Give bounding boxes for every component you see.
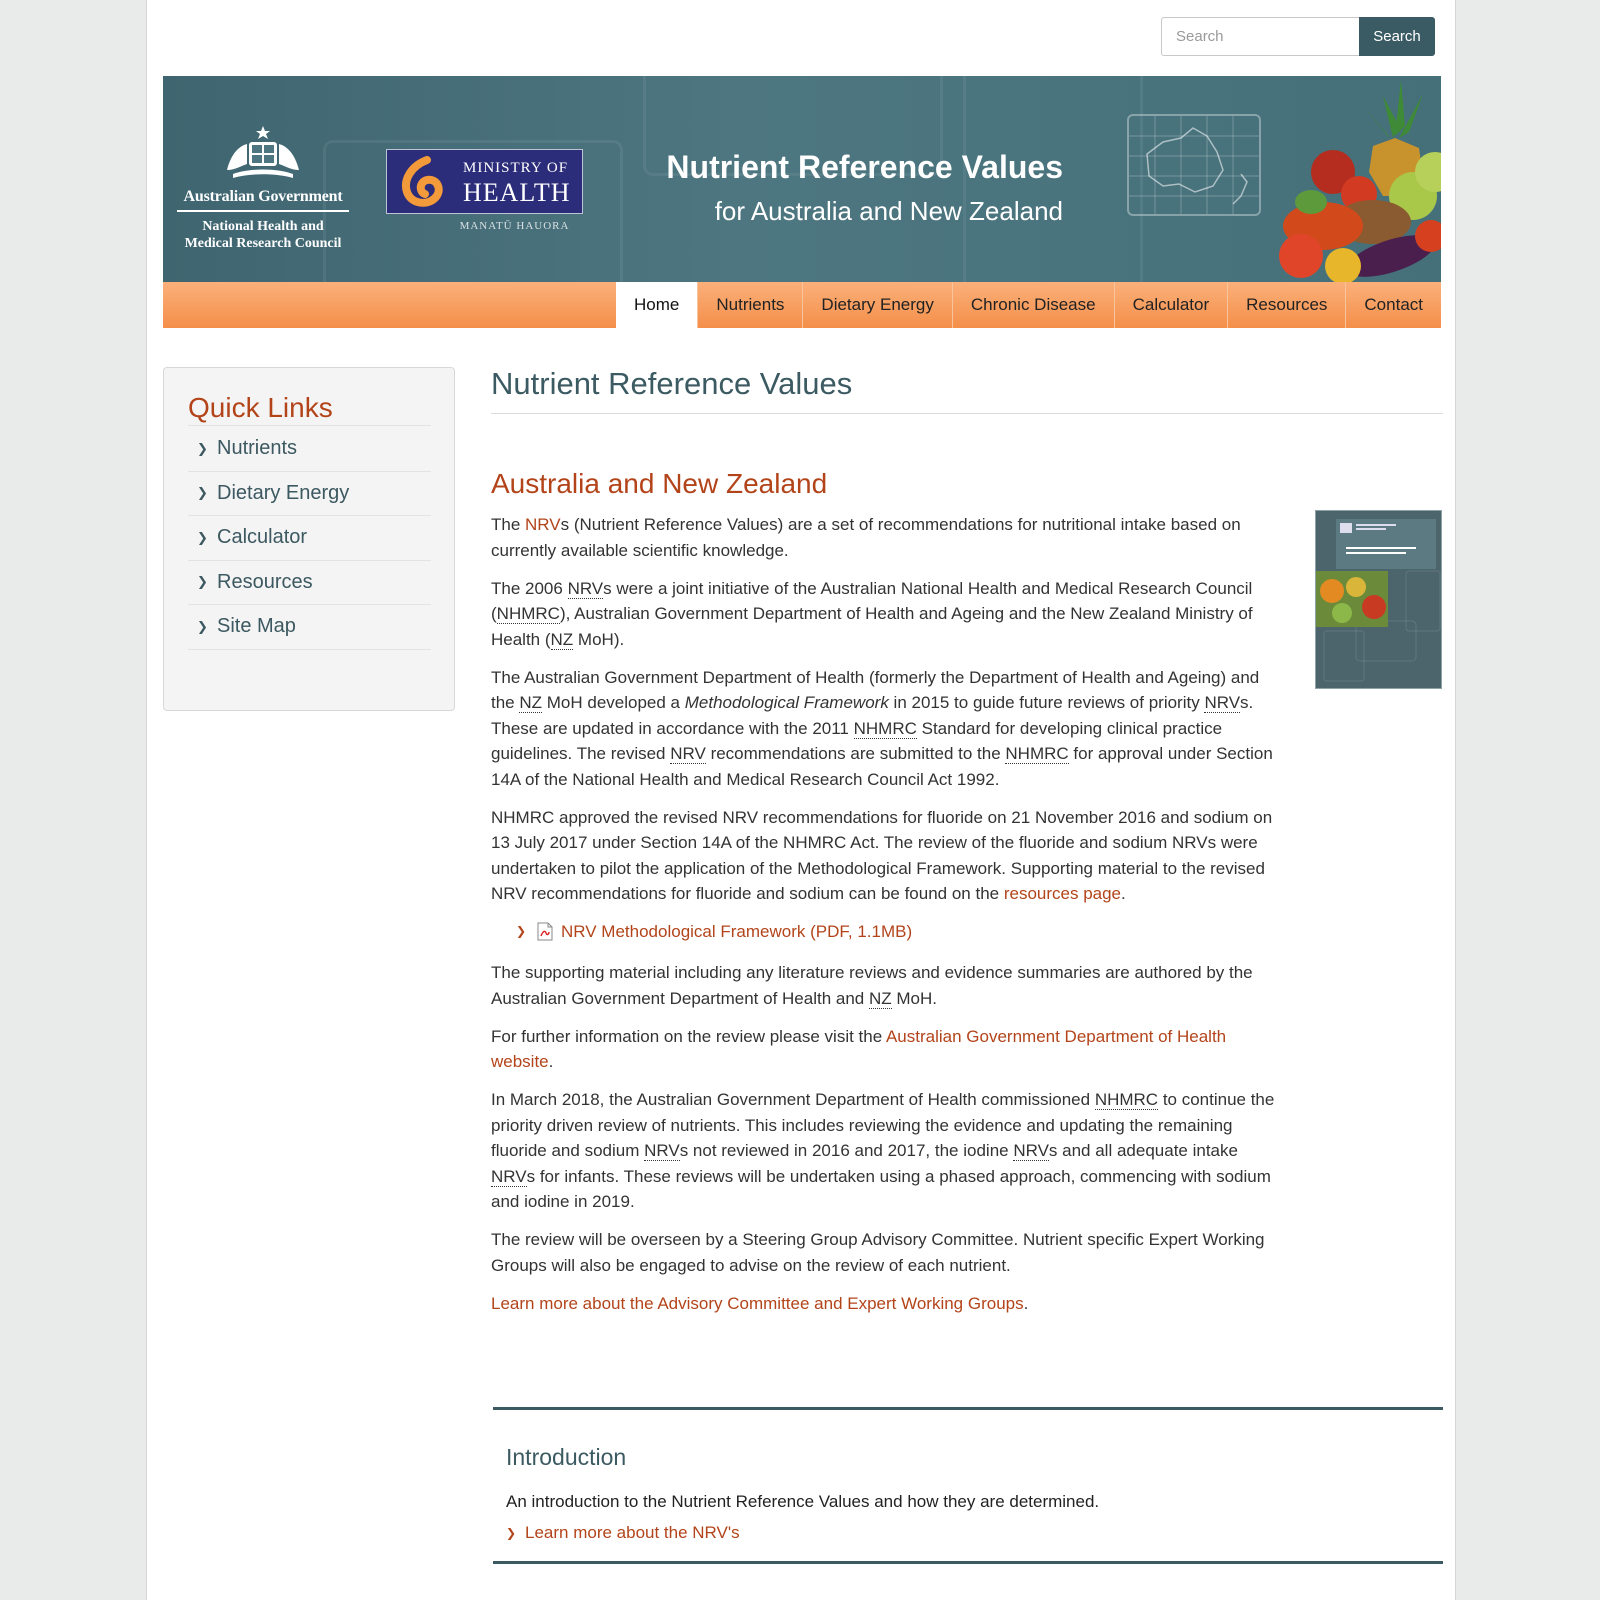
- main-content: [491, 360, 1443, 1329]
- paragraph: The review will be overseen by a Steering Group Advisory Committee. Nutrient specific Expert Working Groups will also be engaged to advise on the review of each nutrient.: [491, 1230, 1265, 1275]
- banner-subtitle: for Australia and New Zealand: [714, 196, 1063, 226]
- banner-title: Nutrient Reference Values: [666, 149, 1063, 185]
- quick-link-nutrients[interactable]: [188, 427, 431, 472]
- text: s. These are updated in accordance with the 2011: [491, 693, 1254, 738]
- text: s for infants. These reviews will be undertaken using a phased approach, commencing with sodium and iodine in 2019.: [491, 1166, 1271, 1211]
- pdf-file-icon: [537, 922, 553, 941]
- abbreviation: NRV: [567, 578, 604, 598]
- nav-tabs: [616, 282, 1441, 328]
- paragraph: [491, 576, 1276, 653]
- abbreviation: NRV: [1013, 1141, 1049, 1160]
- quick-link-label: Site Map: [217, 615, 296, 638]
- abbreviation: NRV: [1204, 693, 1241, 712]
- quick-link-dietary-energy[interactable]: [188, 472, 431, 517]
- text: ), Australian Government Department of Health and Ageing and the New Zealand Ministry of Health (: [491, 604, 1253, 649]
- text: for approval under Section 14A of the National Health and Medical Research Council Act 1992.: [491, 744, 1273, 789]
- ministry-of-health-logo[interactable]: [386, 149, 583, 214]
- advisory-committee-link[interactable]: Learn more about the Advisory Committee and Expert Working Groups: [491, 1293, 1024, 1313]
- moh-ministry-text: MINISTRY OF: [463, 160, 569, 176]
- abbreviation: NRV: [491, 1166, 527, 1186]
- council-name: [177, 218, 349, 252]
- text: For further information on the review please visit the: [491, 1026, 886, 1046]
- moh-subtitle: MANATŪ HAUORA: [459, 220, 570, 232]
- text: Standard for developing clinical practice guidelines. The revised: [491, 718, 1223, 763]
- quick-link-label: Nutrients: [217, 437, 298, 460]
- text: The 2006: [491, 578, 568, 598]
- gov-name: Australian Government: [183, 188, 343, 205]
- text: to continue the priority driven review of nutrients. This includes reviewing the evidence and updating the remaining fluoride and sodium: [491, 1090, 1275, 1160]
- nrv-link[interactable]: NRV: [525, 515, 561, 534]
- text: s not reviewed in 2016 and 2017, the iodine: [679, 1141, 1014, 1160]
- introduction-panel: [493, 1407, 1443, 1564]
- nav-tab-contact[interactable]: Contact: [1345, 282, 1441, 328]
- learn-more-nrv-label: Learn more about the NRV's: [525, 1523, 740, 1542]
- text: MoH).: [573, 629, 625, 649]
- chevron-right-icon: ❯: [197, 618, 208, 634]
- quick-link-resources[interactable]: [188, 561, 431, 606]
- text: in 2015 to guide future reviews of priority: [888, 693, 1205, 712]
- paragraph: [491, 665, 1276, 793]
- abbreviation: NHMRC: [853, 718, 917, 738]
- chevron-right-icon: ❯: [197, 574, 208, 590]
- paragraph: [491, 1291, 1276, 1317]
- introduction-title: Introduction: [506, 1444, 627, 1470]
- chevron-right-icon: ❯: [197, 529, 208, 545]
- resources-page-link[interactable]: resources page: [1003, 884, 1122, 903]
- text: s and all adequate intake: [1048, 1141, 1238, 1160]
- paragraph: [491, 512, 1276, 563]
- chevron-right-icon: ❯: [197, 440, 208, 456]
- search-button[interactable]: Search: [1359, 17, 1435, 56]
- report-cover-image[interactable]: [1315, 510, 1442, 689]
- pdf-link-label[interactable]: NRV Methodological Framework (PDF, 1.1MB): [561, 921, 913, 941]
- council-line: Medical Research Council: [184, 236, 342, 251]
- chevron-right-icon: ❯: [516, 923, 527, 938]
- abbreviation: NHMRC: [496, 604, 560, 623]
- article-body: [491, 512, 1276, 1316]
- quick-links-list: [188, 427, 431, 650]
- text: .: [1121, 884, 1126, 903]
- pdf-download-link[interactable]: [516, 919, 1276, 944]
- quick-links-title: Quick Links: [188, 392, 333, 423]
- quick-link-label: Dietary Energy: [217, 481, 350, 504]
- abbreviation: NZ: [868, 988, 892, 1008]
- learn-more-nrv-link[interactable]: [506, 1523, 740, 1543]
- moh-health-text: HEALTH: [463, 178, 571, 207]
- nav-tab-resources[interactable]: Resources: [1227, 282, 1345, 328]
- health-dept-website-link[interactable]: Australian Government Department of Health website: [491, 1026, 1227, 1071]
- search-input[interactable]: [1161, 17, 1359, 56]
- quick-link-site-map[interactable]: [188, 605, 431, 650]
- page-title: Nutrient Reference Values: [491, 366, 853, 401]
- nav-tab-nutrients[interactable]: Nutrients: [697, 282, 802, 328]
- abbreviation: NRV: [670, 744, 706, 763]
- abbreviation: NRV: [644, 1141, 680, 1160]
- divider: [491, 413, 1443, 414]
- section-heading: Australia and New Zealand: [491, 468, 828, 499]
- paragraph: [491, 805, 1276, 907]
- divider: [188, 425, 431, 426]
- text: MoH.: [891, 988, 937, 1008]
- paragraph: [491, 960, 1276, 1011]
- text: MoH developed a: [542, 693, 685, 712]
- abbreviation: NZ: [550, 629, 574, 649]
- text: .: [1023, 1293, 1029, 1313]
- nav-tab-home[interactable]: Home: [616, 282, 697, 328]
- text: recommendations are submitted to the: [705, 744, 1006, 763]
- abbreviation: NHMRC: [1005, 744, 1069, 763]
- nav-tab-calculator[interactable]: Calculator: [1114, 282, 1228, 328]
- paragraph: [491, 1024, 1276, 1075]
- quick-link-label: Resources: [217, 570, 313, 593]
- abbreviation: NZ: [519, 693, 543, 712]
- chevron-right-icon: ❯: [506, 1526, 517, 1540]
- report-cover-icon: [1316, 511, 1442, 689]
- text: In March 2018, the Australian Government Department of Health commissioned: [491, 1090, 1095, 1109]
- quick-links-panel: [163, 367, 455, 711]
- council-line: National Health and: [202, 219, 324, 234]
- australian-government-logo[interactable]: [177, 124, 349, 252]
- emphasis: Methodological Framework: [684, 693, 889, 712]
- chevron-right-icon: ❯: [197, 485, 208, 501]
- site-banner: [163, 76, 1441, 282]
- main-navigation: [163, 282, 1441, 328]
- page: [146, 0, 1456, 1600]
- text: The: [491, 515, 526, 534]
- text: The Australian Government Department of Health (formerly the Department of Health and Ageing) and the: [491, 667, 1260, 712]
- divider: [177, 210, 349, 212]
- introduction-text: An introduction to the Nutrient Reference Values and how they are determined.: [506, 1492, 1100, 1511]
- quick-link-label: Calculator: [217, 526, 308, 549]
- nav-tab-chronic-disease[interactable]: Chronic Disease: [952, 282, 1114, 328]
- text: s (Nutrient Reference Values) are a set of recommendations for nutritional intake based on currently available scientific knowledge.: [491, 515, 1241, 560]
- coat-of-arms-icon: [219, 124, 307, 184]
- abbreviation: NHMRC: [1094, 1090, 1159, 1109]
- fruit-vegetables-image: [1223, 76, 1441, 282]
- nav-tab-dietary-energy[interactable]: Dietary Energy: [802, 282, 951, 328]
- quick-link-calculator[interactable]: [188, 516, 431, 561]
- search-bar: [1161, 17, 1435, 56]
- text: NHMRC approved the revised NRV recommendations for fluoride on 21 November 2016 and sodium on 13 July 2017 under Section 14A of the NHMRC Act. The review of the fluoride and sodium NRVs were undertaken to pilot the application of the Methodological Framework. Supporting material to the revised NRV recommendations for fluoride and sodium can be found on the: [491, 807, 1273, 903]
- text: s were a joint initiative of the Australian National Health and Medical Research Council (: [491, 578, 1253, 623]
- text: The supporting material including any literature reviews and evidence summaries are authored by the Australian Government Department of Health and: [491, 963, 1253, 1008]
- text: .: [548, 1052, 554, 1071]
- koru-icon: [397, 156, 455, 208]
- paragraph: [491, 1087, 1276, 1215]
